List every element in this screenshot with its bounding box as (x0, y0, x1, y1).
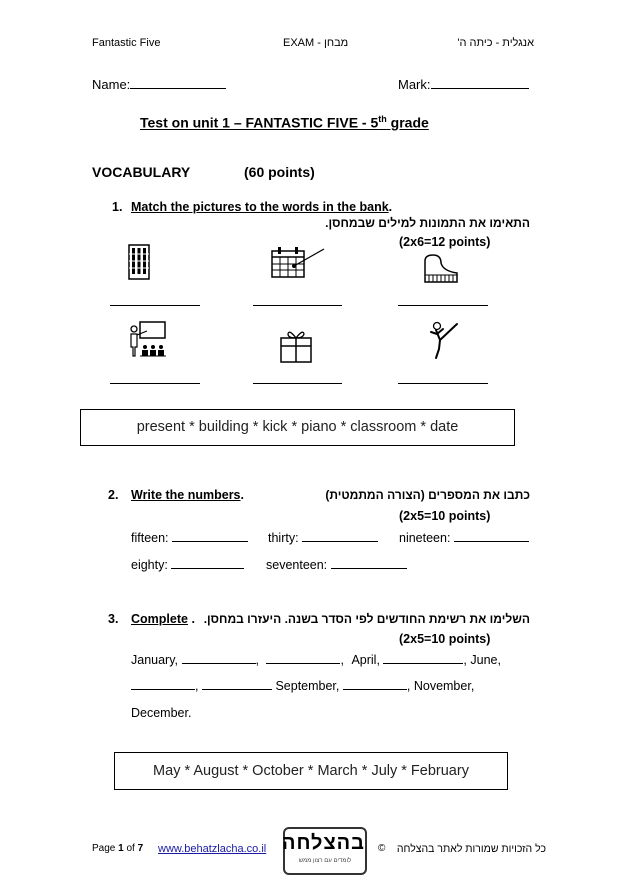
q3-word-bank-text: May * August * October * March * July * February (153, 763, 469, 779)
q3-comma-3: , (463, 653, 467, 667)
q1-hebrew: התאימו את התמונות למילים שבמחסן. (325, 216, 530, 230)
mark-field[interactable] (431, 77, 529, 89)
page-prefix: Page (92, 843, 119, 854)
q2-number: 2. (108, 488, 119, 502)
q2-instruction-wrap (131, 488, 244, 502)
q2-fifteen (131, 530, 248, 546)
page-mid: of (123, 843, 138, 854)
answer-line-4[interactable] (110, 383, 200, 384)
page-title (140, 114, 429, 131)
logo-sub: לומדים עם רצון ממש (298, 858, 352, 864)
q3-period: . (191, 612, 195, 626)
vocabulary-points: (60 points) (244, 164, 315, 180)
q2-instruction: Write the numbers (131, 488, 241, 502)
header-center (283, 37, 348, 49)
site-link[interactable]: www.behatzlacha.co.il (158, 843, 267, 855)
logo-text: בהצלחה (281, 832, 365, 854)
name-field[interactable] (130, 77, 226, 89)
q2-thirty-label: thirty: (268, 531, 299, 545)
q2-fifteen-field[interactable] (172, 530, 248, 542)
q3-row-1 (131, 652, 501, 668)
q2-fifteen-label: fifteen: (131, 531, 169, 545)
piano-icon (423, 253, 459, 285)
present-icon (279, 328, 313, 364)
vocabulary-heading: VOCABULARY (92, 164, 191, 180)
q1-word-bank-text: present * building * kick * piano * classroom * date (136, 419, 459, 435)
q2-nineteen (399, 530, 529, 546)
header-center-hebrew: מבחן (323, 37, 349, 49)
header-right: אנגלית - כיתה ה' (457, 37, 534, 49)
page-indicator (92, 843, 143, 854)
kick-icon (427, 320, 463, 360)
page-current: 1 (118, 843, 124, 854)
q2-seventeen-label: seventeen: (266, 558, 328, 572)
name-label: Name: (92, 77, 131, 92)
q3-number: 3. (108, 612, 119, 626)
q3-word-bank (114, 752, 508, 790)
q3-blank-1[interactable] (182, 652, 256, 664)
q2-hebrew: כתבו את המספרים (הצורה המתמטית) (325, 488, 530, 502)
q1-period: . (388, 200, 393, 214)
q3-instruction: Complete (131, 612, 188, 626)
q3-january: January, (131, 653, 179, 667)
q3-september: September, (275, 679, 340, 693)
q2-nineteen-label: nineteen: (399, 531, 451, 545)
calendar-icon (270, 245, 326, 279)
copyright-symbol: © (378, 843, 386, 854)
q3-hebrew: השלימו את רשימת החודשים לפי הסדר בשנה. היעזרו במחסן. (203, 612, 530, 626)
q1-number: 1. (112, 200, 123, 214)
q3-comma-1: , (255, 653, 259, 667)
q1-word-bank (80, 409, 515, 446)
q3-points: (2x5=10 points) (399, 632, 491, 646)
q3-comma-4: , (195, 679, 199, 693)
q2-period: . (240, 488, 244, 502)
copyright-text: כל הזכויות שמורות לאתר בהצלחה (396, 843, 546, 855)
q2-points: (2x5=10 points) (399, 509, 491, 523)
q3-blank-3[interactable] (383, 652, 463, 664)
q2-eighty-field[interactable] (171, 557, 244, 569)
q3-row-2 (131, 678, 474, 694)
q2-thirty (268, 530, 378, 546)
q3-blank-5[interactable] (202, 678, 272, 690)
q2-seventeen-field[interactable] (331, 557, 407, 569)
mark-label: Mark: (398, 77, 431, 92)
answer-line-2[interactable] (253, 305, 342, 306)
name-row (92, 77, 226, 92)
q2-seventeen (266, 557, 407, 573)
q2-nineteen-field[interactable] (454, 530, 529, 542)
q3-june: June, (470, 653, 501, 667)
building-icon (127, 244, 151, 280)
q3-blank-2[interactable] (266, 652, 340, 664)
q1-instruction: Match the pictures to the words in the bank (131, 200, 389, 214)
q3-blank-6[interactable] (343, 678, 407, 690)
answer-line-3[interactable] (398, 305, 488, 306)
header-center-latin: EXAM - (283, 37, 321, 49)
q3-april: April, (351, 653, 380, 667)
page-title-text: Test on unit 1 – FANTASTIC FIVE - 5 (140, 114, 379, 131)
header-left: Fantastic Five (92, 37, 161, 49)
q3-november: November, (413, 679, 475, 693)
behatzlacha-logo (283, 827, 367, 875)
q1-instruction-wrap (131, 200, 392, 214)
q3-comma-2: , (340, 653, 344, 667)
q2-eighty (131, 557, 244, 573)
page-title-tail: grade (386, 114, 429, 131)
q1-points: (2x6=12 points) (399, 235, 491, 249)
q3-blank-4[interactable] (131, 678, 195, 690)
answer-line-6[interactable] (398, 383, 488, 384)
q2-eighty-label: eighty: (131, 558, 168, 572)
page-total: 7 (137, 843, 144, 854)
q2-thirty-field[interactable] (302, 530, 378, 542)
page-title-sup: th (378, 114, 387, 124)
teacher-classroom-icon (127, 321, 167, 357)
mark-row (398, 77, 529, 92)
answer-line-5[interactable] (253, 383, 342, 384)
q3-comma-5: , (406, 679, 411, 693)
q3-instruction-wrap (131, 612, 195, 626)
answer-line-1[interactable] (110, 305, 200, 306)
q3-december: December. (131, 706, 192, 720)
